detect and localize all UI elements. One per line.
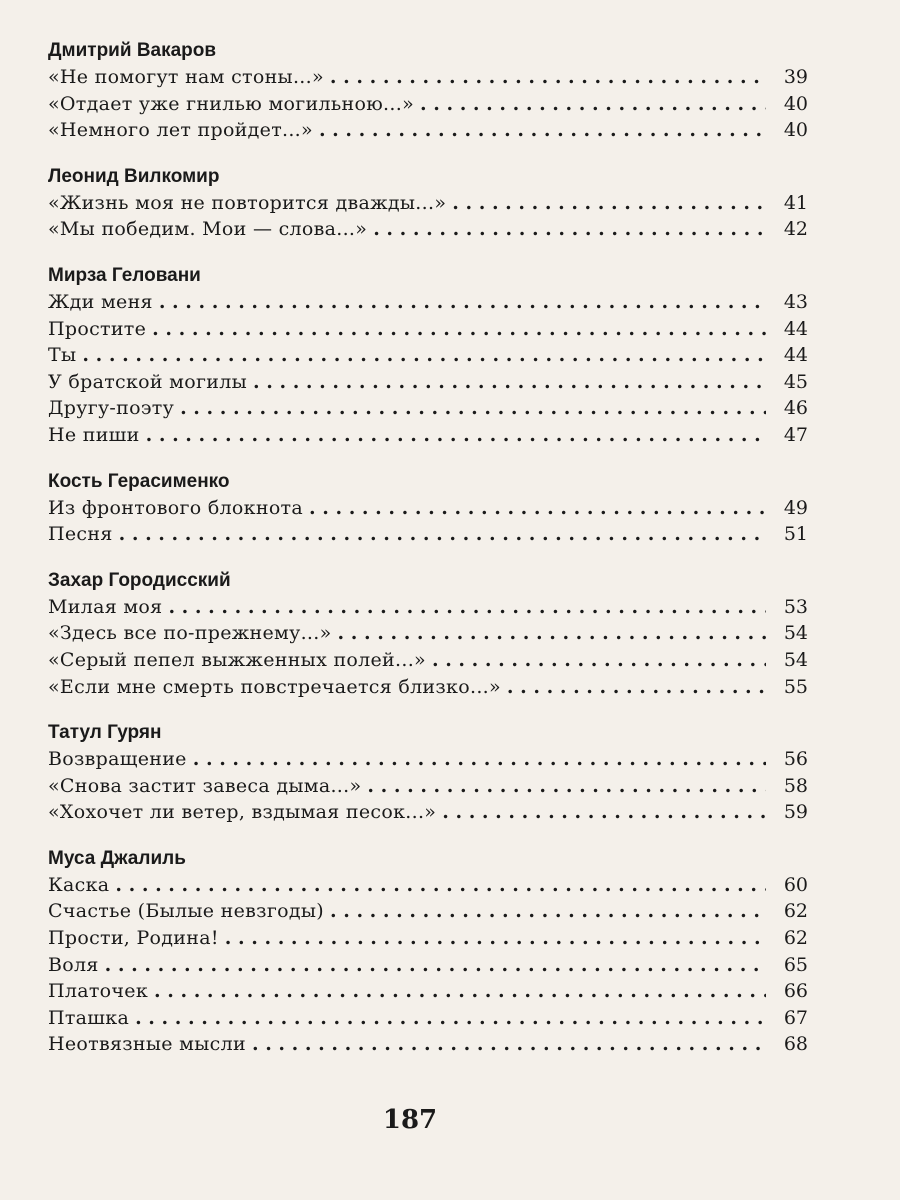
toc-entry[interactable] (48, 898, 808, 925)
toc-section (48, 263, 808, 449)
dot-leader (432, 647, 766, 674)
dot-leader (225, 925, 766, 952)
entry-page-number: 55 (783, 675, 808, 698)
toc-section (48, 568, 808, 700)
dot-leader (115, 872, 766, 899)
entry-page-number: 49 (783, 496, 808, 519)
toc-entry[interactable] (48, 594, 808, 621)
entry-title: «Серый пепел выжженных полей...» (48, 648, 426, 671)
author-heading: Леонид Вилкомир (48, 165, 220, 187)
dot-leader (253, 369, 766, 396)
dot-leader (193, 746, 766, 773)
dot-leader (309, 495, 766, 522)
entry-page-number: 46 (783, 397, 808, 420)
author-heading: Муса Джалиль (48, 847, 186, 869)
dot-leader (442, 799, 766, 826)
dot-leader (373, 216, 766, 243)
toc-entry[interactable] (48, 925, 808, 952)
toc-section (48, 38, 808, 144)
entry-title: Ты (48, 344, 77, 367)
toc-entry[interactable] (48, 316, 808, 343)
entry-page-number: 54 (783, 622, 808, 645)
entry-title: Пташка (48, 1006, 130, 1029)
entry-title: Жди меня (48, 290, 153, 313)
dot-leader (105, 952, 766, 979)
table-of-contents (48, 38, 808, 1078)
entry-title: Другу-поэту (48, 397, 175, 420)
toc-entry[interactable] (48, 799, 808, 826)
toc-entry[interactable] (48, 369, 808, 396)
entry-title: Счастье (Былые невзгоды) (48, 900, 324, 923)
entry-title: «Снова застит завеса дыма...» (48, 774, 362, 797)
dot-leader (135, 1005, 766, 1032)
author-heading: Кость Герасименко (48, 470, 230, 492)
entry-page-number: 44 (783, 344, 808, 367)
entry-page-number: 41 (783, 191, 808, 214)
toc-section (48, 469, 808, 548)
dot-leader (330, 898, 766, 925)
toc-entry[interactable] (48, 1031, 808, 1058)
toc-entry[interactable] (48, 395, 808, 422)
entry-title: «Здесь все по-прежнему...» (48, 622, 332, 645)
entry-page-number: 40 (783, 119, 808, 142)
entry-title: Воля (48, 953, 99, 976)
toc-section (48, 846, 808, 1058)
toc-entry[interactable] (48, 521, 808, 548)
entry-title: Не пиши (48, 423, 140, 446)
toc-entry[interactable] (48, 746, 808, 773)
entry-title: Возвращение (48, 748, 187, 771)
dot-leader (367, 773, 766, 800)
entry-page-number: 47 (783, 423, 808, 446)
toc-entry[interactable] (48, 1005, 808, 1032)
author-heading: Мирза Геловани (48, 264, 201, 286)
page-number: 187 (382, 1105, 438, 1135)
toc-entry[interactable] (48, 674, 808, 701)
dot-leader (154, 978, 766, 1005)
dot-leader (252, 1031, 766, 1058)
entry-title: «Если мне смерть повстречается близко...» (48, 675, 501, 698)
dot-leader (507, 674, 766, 701)
author-heading: Дмитрий Вакаров (48, 40, 217, 61)
toc-section (48, 720, 808, 826)
dot-leader (180, 395, 766, 422)
entry-title: Простите (48, 317, 147, 340)
toc-entry[interactable] (48, 978, 808, 1005)
toc-entry[interactable] (48, 647, 808, 674)
entry-page-number: 43 (783, 290, 808, 313)
entry-title: «Немного лет пройдет...» (48, 119, 313, 142)
entry-title: Прости, Родина! (48, 927, 219, 950)
toc-entry[interactable] (48, 773, 808, 800)
toc-entry[interactable] (48, 190, 808, 217)
entry-page-number: 67 (783, 1006, 808, 1029)
entry-title: «Не помогут нам стоны...» (48, 66, 324, 88)
toc-entry[interactable] (48, 289, 808, 316)
entry-title: «Мы победим. Мои — слова...» (48, 218, 368, 241)
dot-leader (168, 594, 766, 621)
entry-page-number: 66 (783, 980, 808, 1003)
dot-leader (119, 521, 766, 548)
dot-leader (146, 422, 766, 449)
author-heading: Татул Гурян (48, 722, 162, 744)
toc-entry[interactable] (48, 872, 808, 899)
entry-title: Платочек (48, 980, 148, 1003)
dot-leader (338, 620, 766, 647)
dot-leader (159, 289, 766, 316)
entry-page-number: 45 (783, 370, 808, 393)
toc-entry[interactable] (48, 216, 808, 243)
toc-entry[interactable] (48, 64, 808, 91)
entry-page-number: 39 (783, 66, 808, 88)
entry-title: Милая моя (48, 595, 163, 618)
entry-title: Песня (48, 523, 113, 546)
toc-entry[interactable] (48, 952, 808, 979)
dot-leader (420, 91, 766, 118)
toc-entry[interactable] (48, 422, 808, 449)
entry-page-number: 60 (783, 873, 808, 896)
entry-page-number: 44 (783, 317, 808, 340)
entry-page-number: 56 (783, 748, 808, 771)
entry-title: У братской могилы (48, 370, 247, 393)
entry-page-number: 68 (783, 1033, 808, 1056)
entry-page-number: 62 (783, 927, 808, 950)
entry-page-number: 42 (783, 218, 808, 241)
toc-entry[interactable] (48, 495, 808, 522)
dot-leader (330, 64, 766, 91)
entry-page-number: 59 (783, 801, 808, 824)
entry-title: «Хохочет ли ветер, вздымая песок...» (48, 801, 437, 824)
dot-leader (319, 117, 766, 144)
toc-entry[interactable] (48, 117, 808, 144)
entry-title: Из фронтового блокнота (48, 496, 303, 519)
entry-page-number: 58 (783, 774, 808, 797)
entry-page-number: 40 (783, 92, 808, 115)
toc-entry[interactable] (48, 342, 808, 369)
entry-title: «Отдает уже гнилью могильною...» (48, 92, 414, 115)
entry-page-number: 51 (783, 523, 808, 546)
dot-leader (452, 190, 766, 217)
entry-page-number: 53 (783, 595, 808, 618)
dot-leader (82, 342, 766, 369)
entry-page-number: 62 (783, 900, 808, 923)
toc-entry[interactable] (48, 91, 808, 118)
dot-leader (152, 316, 766, 343)
toc-entry[interactable] (48, 620, 808, 647)
entry-title: Неотвязные мысли (48, 1033, 246, 1056)
entry-title: «Жизнь моя не повторится дважды...» (48, 191, 447, 214)
toc-section (48, 164, 808, 243)
author-heading: Захар Городисский (48, 569, 231, 591)
entry-title: Каска (48, 873, 110, 896)
entry-page-number: 65 (783, 953, 808, 976)
entry-page-number: 54 (783, 648, 808, 671)
